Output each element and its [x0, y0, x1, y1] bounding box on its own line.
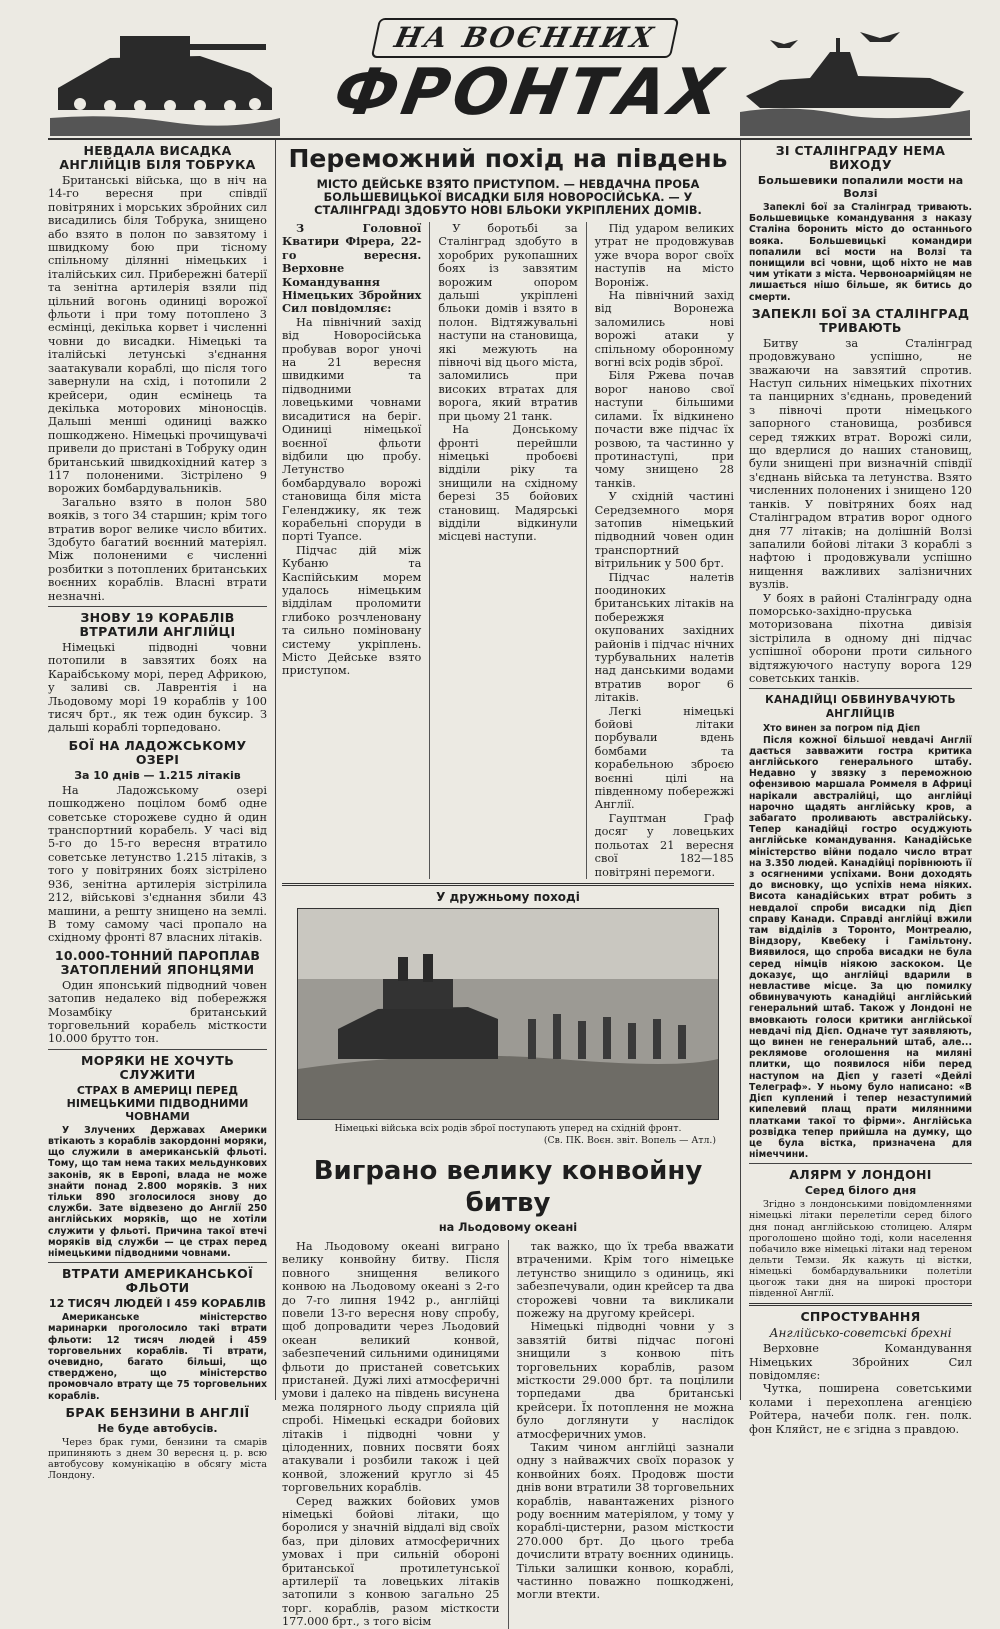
article-paragraph: Під ударом великих утрат не продовжував уже вчора ворог своїх наступів на місто Воронiж.: [594, 222, 734, 289]
main-article-col-2: [438, 222, 577, 879]
article-subheadline: За 10 днів — 1.215 літаків: [74, 768, 241, 782]
article-subheadline: Англійсько-советські брехні: [769, 1326, 952, 1341]
divider: [48, 1049, 267, 1050]
main-headline: Переможний похід на південь: [288, 144, 728, 173]
divider: [749, 1163, 972, 1164]
article-paragraph: Запеклі бої за Сталінград тривають. Большевицьке командування з наказу Сталіна боронить місто до останнього вояка. Большевицькі командири попалили всі мости на Волзі та понищили всі човни, щоб ніхто не мав чим утікати з міста. Червоноармійцям не лишається нішо більше, як битись до смерти.: [749, 202, 972, 303]
article-paragraph: Британські війська, що в ніч на 14-го вересня при співдії повітряних і морських збройних сил висадились біля Тобрука, знищено або взято в полон по завзятому і швидкому бою при тісному спільному ділянні німецьких і італійських сил. Прибережні батерії та зенітна артилерія взяли під цільний вогонь одиниці ворожої фльоти і при тому потоплено 3 есмінці, декілька корвет і численні човни до висадки. Німецькі та італійські летунські з'єднання заатакували кораблі, що після того завернули на схід, і потопили 2 крейсери, один есмінець та декілька моторових міноносців. Дальші менші одиниці важко пошкоджено. Німецькі прочищувачі привели до пристані в Тобрукy один британський швидкохідний катер з 117 полоненими. Зістрілено 9 ворожих бомбардувальників.: [48, 174, 267, 496]
article-subheadline: Серед білого дня: [804, 1184, 917, 1198]
masthead-small: НА ВОЄННИХ: [371, 18, 680, 58]
divider: [749, 688, 972, 689]
masthead: [50, 18, 970, 136]
main-article-col-3: [595, 222, 734, 879]
masthead-big: ФРОНТАХ: [328, 56, 731, 130]
article-headline: ЗНОВУ 19 КОРАБЛІВ ВТРАТИЛИ АНГЛІЙЦІ: [79, 610, 236, 639]
article-paragraph: Згідно з лондонськими повідомленнями німецькі літаки перелетіли серед білого дня понад англійською столицею. Алярм проголошено щойно тоді, коли населення побачило вже німецькі літаки над тереном дельти Темзи. Як кажуть ці вістки, німецькі бомбардувальники полетіли цьогож таки дня на широкі простори південної Англії.: [749, 1199, 972, 1300]
article-headline: СПРОСТУВАННЯ: [800, 1309, 921, 1325]
divider: [749, 1303, 972, 1306]
convoy-col-2: [517, 1240, 735, 1629]
article-paragraph: Один японський підводний човен затопив недалеко від побережжя Мозамбіку британський торговельний корабель місткости 10.000 брутто тон.: [48, 978, 267, 1046]
convoy-col-1: [282, 1240, 500, 1629]
article-paragraph: Загально взято в полон 580 вояків, з того 34 старшин; крім того втратив ворог велике число вбитих. Здобуто багатий воєнний матеріял. Між полоненими є численні розбитки з потоплених британських воєнних кораблів. Власні втрати незначні.: [48, 495, 267, 603]
main-article-columns: [282, 222, 734, 879]
article-headline: ВТРАТИ АМЕРИКАНСЬКОЇ ФЛЬОТИ: [61, 1266, 254, 1296]
article-paragraph: Битву за Сталінград продовжувано успішно, не зважаючи на завзятий спротив. Наступ сильних німецьких піхотних та панцирних з'єднань, проведений з півночі проти німецького запорного становища, розбився серед тяжких втрат. Ворожі сили, що вдерлися до наших становищ, були знищені при визначній співдії з'єднань війська та летунства. Взято численних полонених і знищено 120 танків. У повітряних боях над Сталінградом втратив ворог одного дня 77 літаків; на долішній Волзі запалили бойові літаки 3 кораблі з нафтою і продовжували успішно нищення важливих залізничних вузлів.: [749, 336, 972, 592]
photo-title: У дружньому поході: [436, 889, 580, 904]
article-paragraph: Підчас дій між Кубаню та Каспійським морем удалось німецьким відділам проломити глибоко розчленовану та сильно поміновану систему укріплень. Місто Дейське взято приступом.: [282, 543, 422, 678]
convoy-subheadline: на Льодовому океані: [438, 1220, 578, 1234]
article-paragraph: Американське міністерство маринарки проголосило такі втрати фльоти: 12 тисяч людей і 459 торговельних кораблів. Ті втрати, очевидно, багато більші, що стверджено, що міністерство промовчало втрату ще 75 торговельних кораблів.: [48, 1312, 267, 1402]
article-headline: ЗІ СТАЛІНГРАДУ НЕМА ВИХОДУ: [775, 143, 946, 172]
article-paragraph: У Злучених Державах Америки втікають з кораблів закордонні моряки, що служили в американській фльоті. Тому, що там нема таких мельдункових законів, як в Европі, влада не може знайти понад 2.800 моряків. З них тільки 890 зголосилося знову до служби. Зате відвезено до Англії 250 англійських моряків, що не хотіли служити у фльоті. Причина такої втечі моряків від служби — це страх перед німецькими підводними човнами.: [48, 1124, 267, 1259]
article-subheadline: 12 ТИСЯЧ ЛЮДЕЙ І 459 КОРАБЛІВ: [48, 1297, 267, 1311]
divider: [282, 883, 734, 886]
article-question: Хто винен за погром під Дієп: [763, 723, 921, 735]
photo-caption: Німецькі війська всіх родів зброї поступають уперед на східній фронт.: [334, 1122, 682, 1134]
article-paragraph: У боротьбі за Сталінград здобуто в хоробрих рукопашних боях із завзятим ворожим опором дальші укріплені бльоки домів і взято в полон. Відтяжувальні наступи на становища, які межують на півночі від цього міста, заломились при високих втратах для ворога, який втратив при цьому 21 танк.: [438, 222, 578, 423]
article-headline: ЗАПЕКЛІ БОЇ ЗА СТАЛІНГРАД ТРИВАЮТЬ: [751, 305, 970, 335]
article-paragraph: У східній частині Середземного моря затопив німецький підводний човен один транспортний вітрильник у 500 брт.: [594, 490, 734, 571]
divider: [48, 1262, 267, 1263]
column-divider: [429, 222, 430, 879]
tank-photo: [297, 908, 719, 1120]
article-headline: 10.000-ТОННИЙ ПАРОПЛАВ ЗАТОПЛЕНИЙ ЯПОНЦЯМИ: [54, 947, 261, 977]
article-paragraph: Гауптман Граф досяг у ловецьких польотах 21 вересня свої 182—185 повітряні перемоги.: [594, 811, 734, 879]
column-divider: [508, 1240, 509, 1629]
article-lead: З Головної Кватири Фірера, 22-го вересня. Верховне Командування Німецьких Збройних Сил повідомляє:: [282, 221, 422, 316]
article-subheadline: Не буде автобусів.: [97, 1421, 218, 1435]
article-headline: БОЇ НА ЛАДОЖСЬКОМУ ОЗЕРІ: [68, 737, 247, 767]
column-divider: [586, 222, 587, 879]
center-section: [282, 140, 734, 1629]
article-headline: МОРЯКИ НЕ ХОЧУТЬ СЛУЖИТИ: [80, 1052, 235, 1082]
article-paragraph: так важко, що їх треба вважати втраченими. Крім того німецьке летунство знищило з одиниць, які забезпечували, один крейсер та два сторожеві човни та викликали пожежу на другому крейсері.: [516, 1239, 734, 1320]
article-subheadline: Большевики попалили мости на Волзі: [757, 174, 964, 200]
article-paragraph: На Льодовому океані виграно велику конвойну битву. Після повного знищення великого конвою на Льодовому океані з 2-го до 7-го липня 1942 р., англійці повели 13-го вересня нову спробу, щоб допровадити через Льодовий океан великий конвой, забезпечений сильними одиницями фльоти до пристаней советських пристаней. Дужі лихі атмосферичні умови і далеко на південь висунена межа полярного льоду сприяла цій спробі. Німецькі ескадри бойових літаків і підводні човни у цілоденних, повних посвяти боях атакували і розбили також і цей конвой, зложений кругло зі 45 торговельних кораблів.: [282, 1239, 500, 1495]
article-paragraph: Серед важких бойових умов німецькі бойові літаки, що боролися у значній віддалі від своїх баз, при ділових атмосферичних умовах і при сильній обороні британської протилетунської артилерії та ловецьких літаків затопили з конвою загально 25 торг. кораблів, разом місткости 177.000 брт., з того вісім: [282, 1494, 500, 1629]
masthead-title: [328, 18, 731, 150]
article-paragraph: Біля Ржева почав ворог наново свої наступи більшими силами. Їх відкинено почасти вже підчас їх розвою, та частинно у протинаступі, при чому знищено 28 танків.: [594, 369, 734, 490]
tanks-illustration: [50, 18, 280, 136]
article-headline: АЛЯРМ У ЛОНДОНІ: [789, 1167, 932, 1183]
article-paragraph: Після кожної більшої невдачі Англії дається завважити гостра критика англійського генерального штабу. Недавно у звязку з переможною офензивою маршала Роммеля в Африці нарікали австралійці, що англійці нарочно щадять англійську кров, а забагато проливають австралійську. Тепер канадійці гостро осуджують англійське командування. Канадійське міністерство війни подало число втрат на 3.350 людей. Канадійці порівнюють її з осягненими успіхами. Вони доходять до висновку, що успіхів нема ніяких. Висота канадійських втрат робить з невдалої спроби висадки під Дієп справу Канади. Справді англійці вжили там відділів з Торонто, Монтреалю, Віндзору, Квебеку і Гамільтону. Виявилося, що спроба висадки не була серед німців ніякою заскоком. Це доказує, що англійці вдарили в невластиве місце. За цю помилку обвинувачують канадійці англійський генеральний штаб. Також у Лондоні не вмовкають голоси критики англійської невдачі під Дієп. Одначе тут заявляють, що винен не генеральний штаб, але... реклямове оголошення на миляні плитки, що появилося ніби перед наступом на Дієп у газеті «Дейлі Телеграф». У ньому було написано: «В Дієп куплений і тепер незаступимий кипелевий плащ прати милянними платками такої то фірми». Англійська розвідка тепер прийшла на думку, що це була вістка, призначена для німеччини.: [749, 734, 972, 1161]
article-paragraph: Підчас налетів поодиноких британських літаків на побережжя окупованих західних районів і підчас нічних турбувальних налетів над данськими водами втратив ворог 6 літаків.: [594, 570, 734, 705]
article-paragraph: У боях в районі Сталінграду одна поморсько-західно-пруська моторизована піхотна дивізія зістрілила в одному дні підчас успішної оборони проти сильного відтяжуючого наступу ворога 129 советських танків.: [749, 591, 972, 685]
article-paragraph: Чутка, поширена советськими колами і перехоплена агенцією Ройтера, начеби полк. ген. полк. фон Кляйст, не є згідна з правдою.: [749, 1382, 972, 1436]
warship-planes-illustration: [740, 18, 970, 136]
article-paragraph: На Донському фронті перейшли німецькі пробоєві відділи ріку та знищили на східному березі 35 бойових становищ. Мадярські відділи відкинули місцеві наступи.: [438, 423, 578, 544]
article-paragraph: Легкі німецькі бойові літаки порбували вдень бомбами та корабельною зброєю воєнні цілі на південному побережжі Англії.: [594, 704, 734, 812]
article-paragraph: Німецькі підводні човни у з завзятій битві підчас погоні знищили з конвою піть торговельних кораблів, разом місткости 29.000 брт. та поцілили торпедами два британські крейсери. Їх потоплення не можна було доглянути у наслідок атмосферичних умов.: [516, 1320, 734, 1441]
article-headline: НЕВДАЛА ВИСАДКА АНГЛІЙЦІВ БІЛЯ ТОБРУКА: [59, 143, 256, 172]
article-paragraph: На північний захід від Воронежа заломились нові ворожі атаки у спільному оборонному вогні всіх родів зброї.: [594, 289, 734, 370]
article-paragraph: Верховне Командування Німецьких Збройних Сил повідомляє:: [749, 1342, 972, 1382]
photo-credit: (Св. ПК. Воєн. звіт. Вопель — Атл.): [543, 1134, 716, 1146]
main-intro: МІСТО ДЕЙСЬКЕ ВЗЯТО ПРИСТУПОМ. — НЕВДАЧНА ПРОБА БОЛЬШЕВИЦЬКОЇ ВИСАДКИ БІЛЯ НОВОРОСІЙСЬКА. — У СТАЛІНГРАДІ ЗДОБУТО НОВІ БЛЬОКИ УКРІПЛЕНИХ ДОМІВ.: [314, 178, 702, 217]
article-headline: БРАК БЕНЗИНИ В АНГЛІЇ: [65, 1404, 250, 1420]
article-subheadline: СТРАХ В АМЕРИЦІ ПЕРЕД НІМЕЦЬКИМИ ПІДВОДНИМИ ЧОВНАМИ: [66, 1083, 249, 1123]
divider: [48, 606, 267, 607]
article-paragraph: Німецькі підводні човни потопили в завзятих боях на Карaібському морі, перед Африкою, у заливі св. Лаврентія і на Льодовому морі 19 кораблів у 100 тисяч брт., як теж один буксир. З дальші кораблі торпедовано.: [48, 641, 267, 735]
article-headline: КАНАДІЙЦІ ОБВИНУВАЧУЮТЬ АНГЛІЙЦІВ: [765, 694, 956, 721]
convoy-article-columns: [282, 1240, 734, 1629]
left-column: [48, 140, 276, 1482]
article-paragraph: Через брак гуми, бензини та смарів припиняють з днем 30 вересня ц. р. всю автобусову комунікацію в обсягу міста Лондону.: [48, 1436, 267, 1482]
convoy-headline: Виграно велику конвойну битву: [313, 1155, 703, 1218]
main-article-col-1: [282, 222, 421, 879]
article-paragraph: Таким чином англійці зазнали одну з найважчих своїх поразок у конвойних боях. Продовж шости днів вони втратили 38 торговельних кораблів, навантажених різного роду воєнним матеріялом, у тому у кораблі-цистерни, разом місткости 270.000 брт. До цього треба дочислити втрату воєнних одиниць. Тільки залишки конвою, кораблі, частинно поважно пошкоджені, могли втекти.: [516, 1441, 734, 1602]
article-paragraph: На північний захід від Новоросійська пробував ворог уночі на 21 вересня швидкими та підводними ловецькими човнами висадитися на беріг. Одиниці німецької воєнної фльоти відбили цю пробу. Летунство бомбардувало ворожі становища біля міста Геленджику, як теж корабельні споруди в порті Туапсе.: [282, 315, 422, 544]
article-paragraph: На Ладожському озері пошкоджено поцілом бомб одне советське сторожеве судно й один транспортний корабель. У часі від 5-го до 15-го вересня втратило советське летунство 1.215 літаків, з того у повітряних боях зістрілено 936, зенітна артилерія зістрілила 212, військові з'єднання збили 43 машини, а решту знищено на землі. В тому самому часі пропало на східному фронті 87 власних літаків.: [48, 783, 267, 945]
right-column: [740, 140, 972, 1436]
